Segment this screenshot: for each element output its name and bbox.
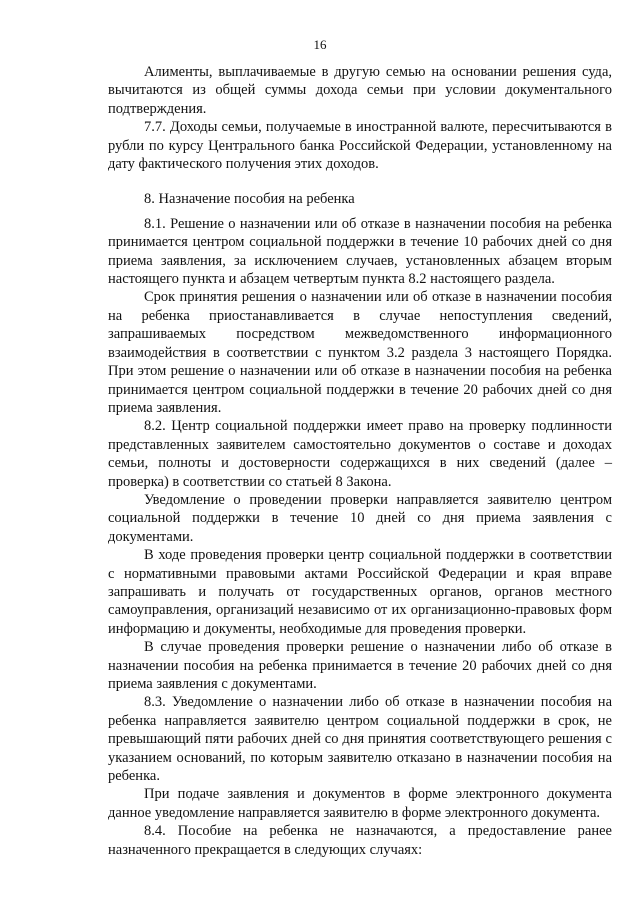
paragraph-8-1-term: Срок принятия решения о назначении или об отказе в назначении пособия на ребенка приостанавливается в случае непоступления сведений, запрашиваемых посредством межведомственного информационного взаимодействия в соответствии с пунктом 3.2 раздела 3 настоящего Порядка. При этом решение о назначении или об отказе в назначении пособия на ребенка принимается центром социальной поддержки в течение 20 рабочих дней со дня приема заявления. xyxy=(108,289,612,416)
paragraph-8-3-electronic: При подаче заявления и документов в форме электронного документа данное уведомление направляется заявителю в форме электронного документа. xyxy=(108,786,612,821)
paragraph-8-2: 8.2. Центр социальной поддержки имеет право на проверку подлинности представленных заявителем самостоятельно документов о составе и доходах семьи, полноты и достоверности содержащихся в них сведений (далее – проверка) в соответствии со статьей 8 Закона. xyxy=(108,418,612,490)
paragraph-8-2-notice: Уведомление о проведении проверки направляется заявителю центром социальной поддержки в течение 10 дней со дня приема заявления с документами. xyxy=(108,491,612,545)
section-title: 8. Назначение пособия на ребенка xyxy=(144,191,355,208)
paragraph-8-2-decision: В случае проведения проверки решение о назначении либо об отказе в назначении пособия на ребенка принимается в течение 20 рабочих дней со дня приема заявления с документами. xyxy=(108,639,612,692)
paragraph-8-4: 8.4. Пособие на ребенка не назначаются, а предоставление ранее назначенного прекращается в следующих случаях: xyxy=(108,823,612,858)
page-number: 16 xyxy=(313,37,327,52)
paragraph-8-2-requests: В ходе проведения проверки центр социальной поддержки в соответствии с нормативными правовыми актами Российской Федерации и края вправе запрашивать и получать от государственных органов, органов местного самоуправления, организаций независимо от их организационно-правовых форм информацию и документы, необходимые для проведения проверки. xyxy=(108,547,612,637)
paragraph-alimony: Алименты, выплачиваемые в другую семью на основании решения суда, вычитаются из общей суммы дохода семьи при условии документального подтверждения. xyxy=(108,64,612,117)
paragraph-7-7: 7.7. Доходы семьи, получаемые в иностранной валюте, пересчитываются в рубли по курсу Центрального банка Российской Федерации, установленному на дату фактического получения этих доходов. xyxy=(108,119,612,173)
paragraph-8-3: 8.3. Уведомление о назначении либо об отказе в назначении пособия на ребенка направляется заявителю центром социальной поддержки в срок, не превышающий пяти рабочих дней со дня принятия соответствующего решения с указанием оснований, по которым заявителю отказано в назначении пособия на ребенка. xyxy=(108,694,612,785)
page-content xyxy=(108,63,612,859)
paragraph-8-1: 8.1. Решение о назначении или об отказе в назначении пособия на ребенка принимается центром социальной поддержки в течение 10 рабочих дней со дня приема заявления, за исключением случаев, установленных абзацем вторым настоящего пункта и абзацем четвертым пункта 8.2 настоящего раздела. xyxy=(108,215,612,288)
